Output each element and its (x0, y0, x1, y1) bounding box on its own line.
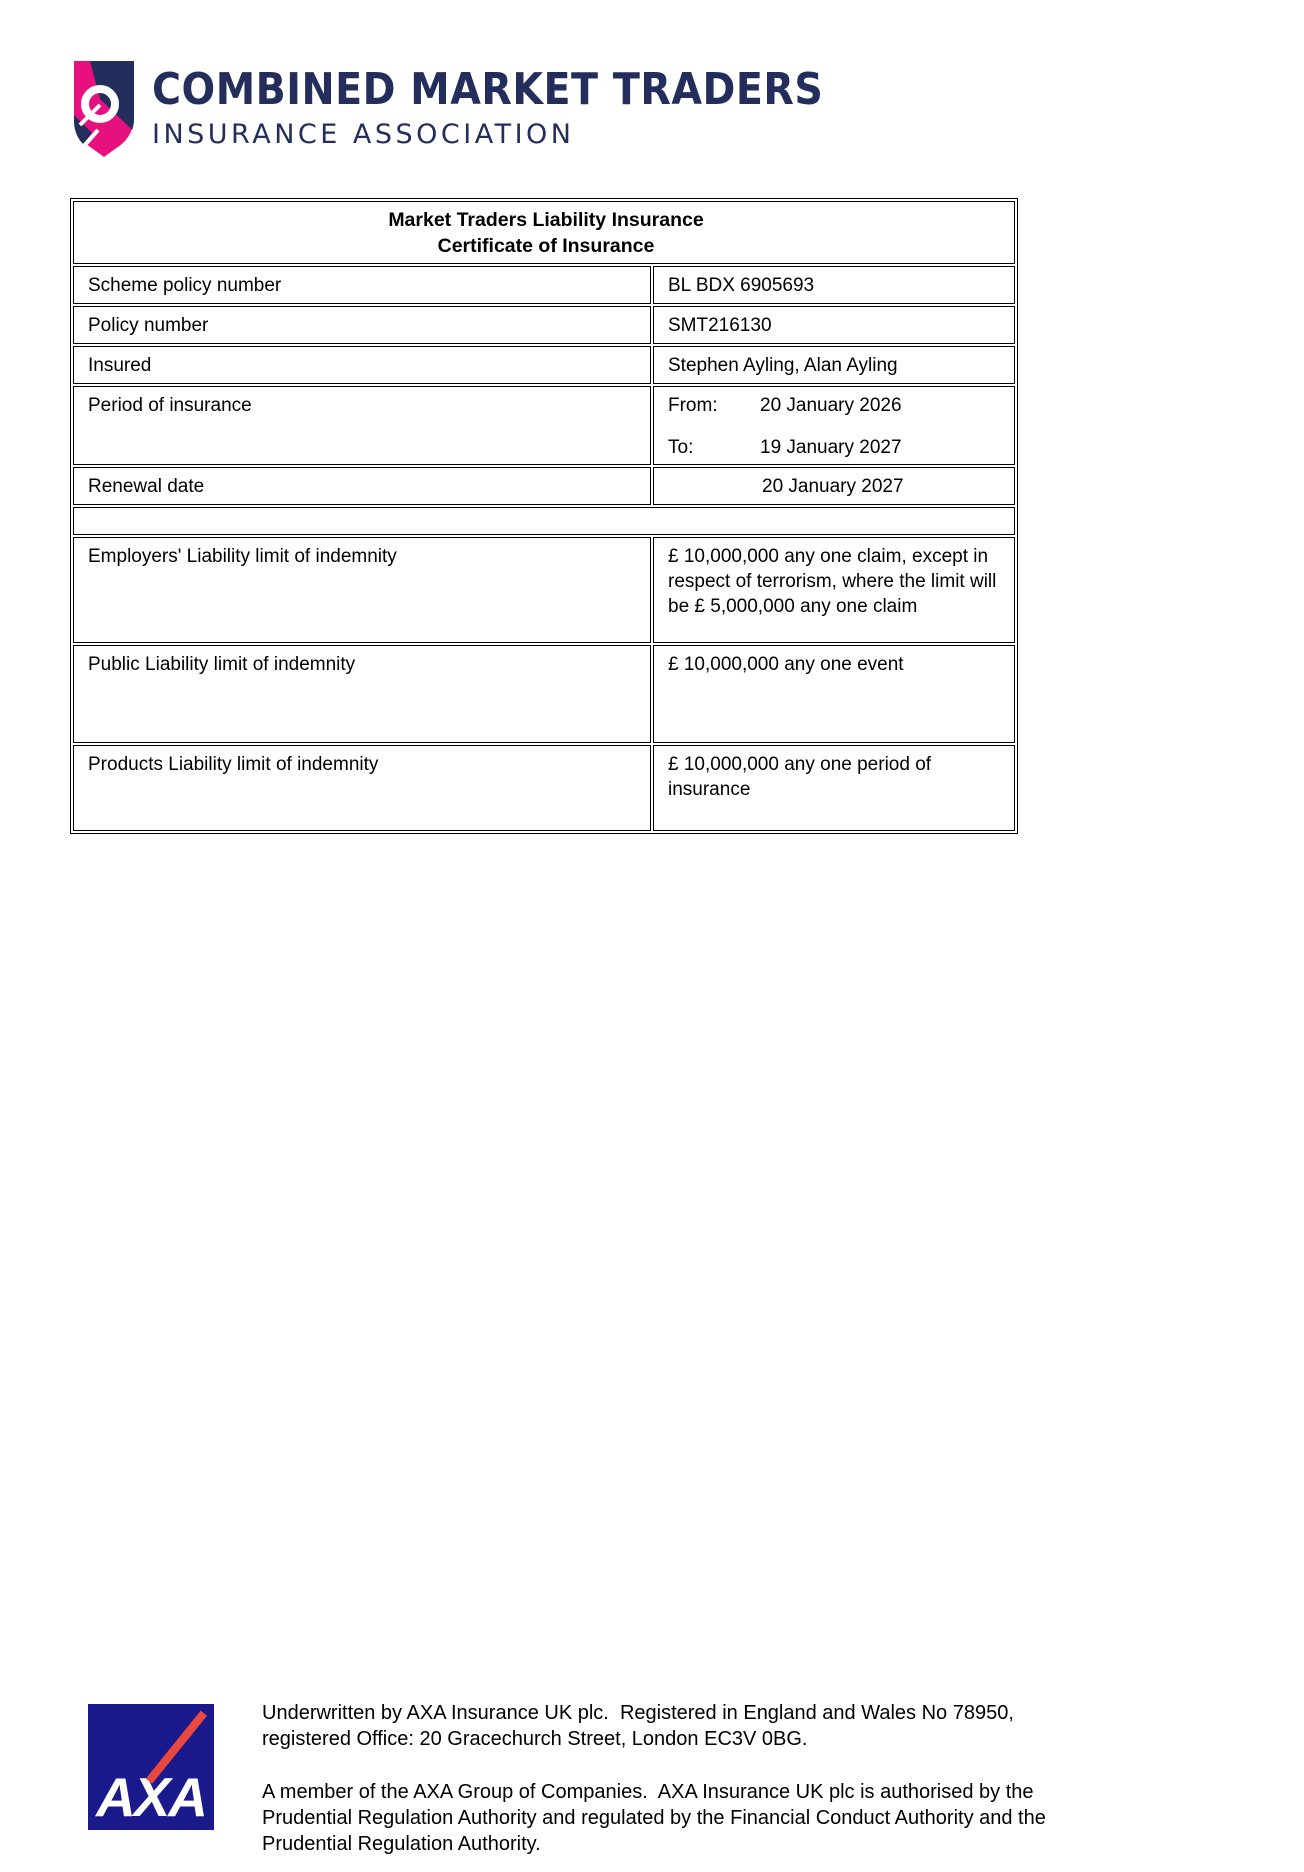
period-from-label: From: (668, 395, 718, 417)
table-row-insured (73, 346, 1015, 384)
policy-number-label: Policy number (73, 306, 651, 344)
empty-spacer-row (73, 507, 1015, 535)
public-liability-value: £ 10,000,000 any one event (653, 645, 1015, 743)
table-row-title (73, 201, 1015, 264)
table-row-period-of-insurance (73, 386, 1015, 464)
scheme-policy-number-label: Scheme policy number (73, 266, 651, 304)
footer-paragraph-2: A member of the AXA Group of Companies. AXA Insurance UK plc is authorised by the Prudential Regulation Authority and regulated by the Financial Conduct Authority and the Prudential Regulation Authority. (262, 1781, 1052, 1855)
cmtia-shield-logo-icon (70, 58, 138, 160)
certificate-title-line1: Market Traders Liability Insurance (388, 209, 704, 231)
brand-lockup (152, 58, 823, 150)
underwriter-footer (88, 1700, 1062, 1857)
period-to-value: 19 January 2027 (760, 436, 902, 458)
products-liability-label: Products Liability limit of indemnity (73, 745, 651, 831)
table-row-scheme-policy-number (73, 266, 1015, 304)
products-liability-value: £ 10,000,000 any one period of insurance (653, 745, 1015, 831)
public-liability-label: Public Liability limit of indemnity (73, 645, 651, 743)
footer-legal-text (262, 1700, 1062, 1857)
period-of-insurance-label: Period of insurance (73, 386, 651, 464)
scheme-policy-number-value: BL BDX 6905693 (653, 266, 1015, 304)
renewal-date-value: 20 January 2027 (762, 475, 904, 497)
axa-logo-icon (88, 1704, 214, 1830)
svg-text:AXA: AXA (96, 1765, 206, 1828)
table-row-employers-liability (73, 537, 1015, 643)
period-to-label: To: (668, 436, 694, 458)
employers-liability-label: Employers' Liability limit of indemnity (73, 537, 651, 643)
period-from-value: 20 January 2026 (760, 395, 902, 417)
employers-liability-value: £ 10,000,000 any one claim, except in respect of terrorism, where the limit will be £ 5,000,000 any one claim (653, 537, 1015, 643)
brand-subtitle: INSURANCE ASSOCIATION (152, 119, 575, 150)
insured-label: Insured (73, 346, 651, 384)
certificate-table (70, 198, 1018, 834)
policy-number-value: SMT216130 (653, 306, 1015, 344)
period-of-insurance-value (653, 386, 1015, 464)
brand-name: COMBINED MARKET TRADERS (152, 64, 824, 115)
insured-value: Stephen Ayling, Alan Ayling (653, 346, 1015, 384)
table-row-renewal-date (73, 467, 1015, 505)
certificate-title-line2: Certificate of Insurance (437, 234, 655, 257)
footer-paragraph-1: Underwritten by AXA Insurance UK plc. Registered in England and Wales No 78950, registered Office: 20 Gracechurch Street, London EC3V 0BG. (262, 1702, 1020, 1750)
table-row-products-liability (73, 745, 1015, 831)
brand-header (70, 58, 823, 160)
table-row-policy-number (73, 306, 1015, 344)
renewal-date-label: Renewal date (73, 467, 651, 505)
table-row-spacer (73, 507, 1015, 535)
table-row-public-liability (73, 645, 1015, 743)
certificate-title (73, 201, 1015, 264)
